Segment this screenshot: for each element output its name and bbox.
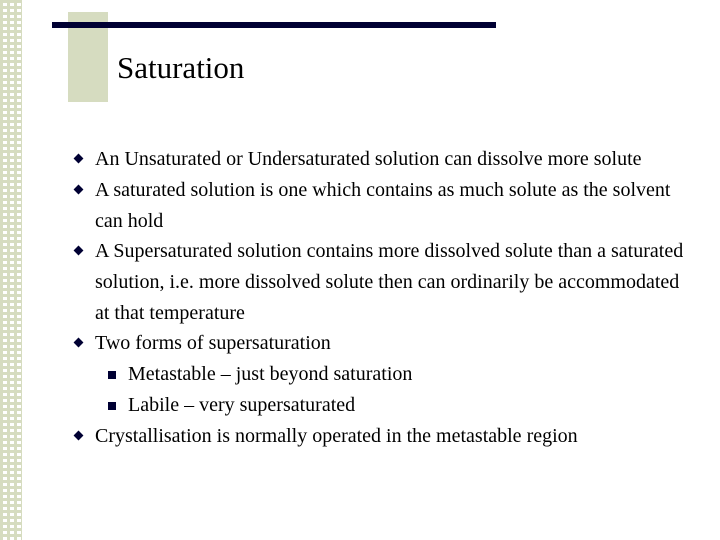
slide-title: Saturation <box>117 50 245 85</box>
diamond-bullet-icon <box>74 338 84 348</box>
sub-bullet-text: Labile – very supersaturated <box>128 394 356 416</box>
diamond-bullet-icon <box>74 185 84 195</box>
bullet-item <box>0 144 685 175</box>
sub-bullet-text: Metastable – just beyond saturation <box>128 363 413 385</box>
sub-bullet-item <box>0 390 688 421</box>
square-bullet-icon <box>108 371 116 379</box>
bullet-item <box>0 175 685 237</box>
bullet-item <box>0 328 685 359</box>
diamond-bullet-icon <box>74 246 84 256</box>
bullet-text: Crystallisation is normally operated in the metastable region <box>95 425 578 447</box>
bullet-list <box>0 144 720 452</box>
bullet-text: Two forms of supersaturation <box>95 332 331 354</box>
diamond-bullet-icon <box>74 154 84 164</box>
bullet-text: An Unsaturated or Undersaturated solution can dissolve more solute <box>95 148 642 170</box>
diamond-bullet-icon <box>74 431 84 441</box>
bullet-text: A Supersaturated solution contains more dissolved solute than a saturated solution, i.e. more dissolved solute then can ordinarily be accommodated at that temperature <box>95 240 684 324</box>
sub-bullet-item <box>0 359 688 390</box>
title-accent-bar <box>52 22 496 28</box>
bullet-text: A saturated solution is one which contains as much solute as the solvent can hold <box>95 179 671 232</box>
bullet-item <box>0 236 685 329</box>
bullet-item <box>0 421 685 452</box>
square-bullet-icon <box>108 402 116 410</box>
